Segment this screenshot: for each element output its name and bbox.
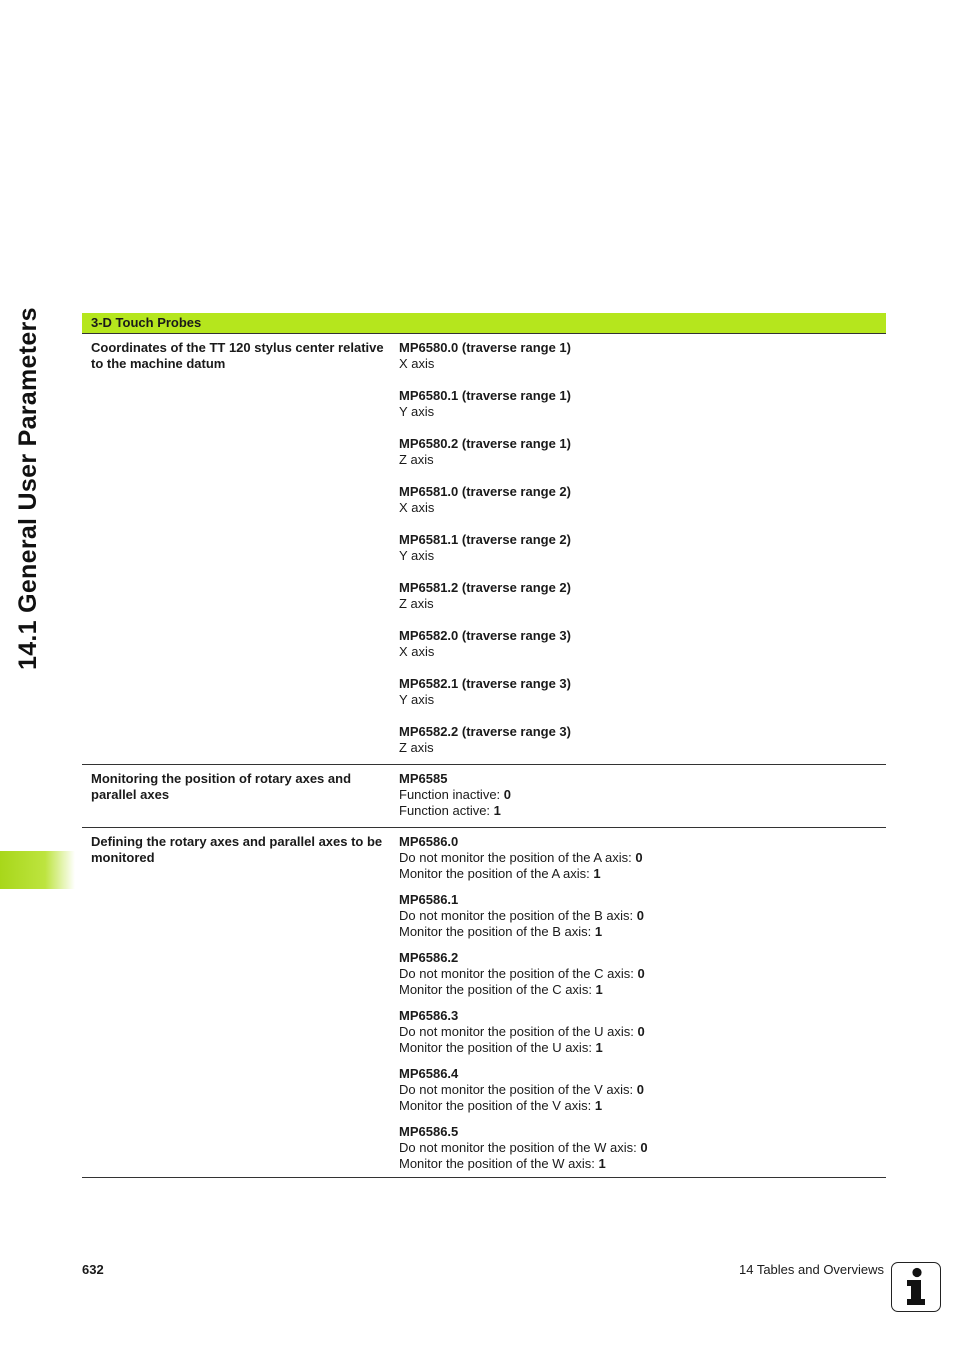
parameter-description: [399, 966, 886, 982]
info-icon: [891, 1262, 941, 1312]
table-row: [82, 828, 886, 1178]
description-text: Do not monitor the position of the U axis:: [399, 1024, 638, 1039]
description-text: Monitor the position of the A axis:: [399, 866, 594, 881]
description-text: Do not monitor the position of the B axis:: [399, 908, 637, 923]
parameter-block: [399, 950, 886, 998]
chapter-tab-marker: [0, 851, 75, 889]
description-text: Monitor the position of the W axis:: [399, 1156, 599, 1171]
description-text: Y axis: [399, 548, 435, 563]
parameter-block: [399, 532, 886, 564]
parameter-block: [399, 1008, 886, 1056]
description-text: Do not monitor the position of the C axis:: [399, 966, 638, 981]
table-row: [82, 765, 886, 828]
parameter-value: 0: [637, 966, 645, 981]
parameter-value: 0: [635, 850, 643, 865]
parameter-block: [399, 724, 886, 756]
parameter-description: [399, 692, 886, 708]
parameter-value: 1: [593, 866, 601, 881]
parameter-value: 1: [493, 803, 501, 818]
parameter-value: 1: [598, 1156, 606, 1171]
parameter-description: [399, 1156, 886, 1172]
parameter-name: MP6580.2 (traverse range 1): [399, 436, 571, 451]
parameter-name: MP6586.3: [399, 1008, 459, 1023]
parameter-table: [82, 313, 886, 1178]
footer-chapter: 14 Tables and Overviews: [738, 1262, 884, 1277]
description-text: Do not monitor the position of the V axis:: [399, 1082, 637, 1097]
parameter-name: MP6581.2 (traverse range 2): [399, 580, 571, 595]
row-parameters: [399, 765, 886, 827]
parameter-block: [399, 484, 886, 516]
parameter-description: [399, 356, 886, 372]
parameter-name: MP6581.0 (traverse range 2): [399, 484, 571, 499]
parameter-block: [399, 436, 886, 468]
page-number: 632: [82, 1262, 104, 1277]
parameter-block: [399, 1066, 886, 1114]
parameter-name: MP6581.1 (traverse range 2): [399, 532, 571, 547]
parameter-block: [399, 628, 886, 660]
description-text: Function inactive:: [399, 787, 504, 802]
description-text: Z axis: [399, 596, 434, 611]
parameter-name: MP6586.2: [399, 950, 459, 965]
description-text: Y axis: [399, 404, 435, 419]
parameter-description: [399, 924, 886, 940]
parameter-description: [399, 1140, 886, 1156]
parameter-value: 0: [503, 787, 512, 802]
parameter-value: 1: [594, 1098, 603, 1113]
description-text: Do not monitor the position of the A axis:: [399, 850, 636, 865]
parameter-description: [399, 548, 886, 564]
parameter-name: MP6580.0 (traverse range 1): [399, 340, 571, 355]
parameter-description: [399, 908, 886, 924]
table-header: 3-D Touch Probes: [82, 313, 886, 334]
parameter-description: [399, 1024, 886, 1040]
parameter-value: 0: [636, 908, 644, 923]
parameter-block: [399, 676, 886, 708]
parameter-description: [399, 866, 886, 882]
parameter-name: MP6586.0: [399, 834, 459, 849]
parameter-block: [399, 892, 886, 940]
parameter-name: MP6582.1 (traverse range 3): [399, 676, 571, 691]
parameter-block: [399, 771, 886, 819]
parameter-value: 0: [637, 1024, 645, 1039]
chapter-title-vertical: 14.1 General User Parameters: [14, 307, 42, 670]
description-text: X axis: [399, 500, 435, 515]
parameter-description: [399, 850, 886, 866]
parameter-description: [399, 644, 886, 660]
row-label: Coordinates of the TT 120 stylus center relative to the machine datum: [91, 340, 384, 371]
description-text: Monitor the position of the C axis:: [399, 982, 596, 997]
parameter-value: 1: [594, 924, 603, 939]
table-row: [82, 334, 886, 765]
description-text: Function active:: [399, 803, 494, 818]
description-text: Z axis: [399, 452, 434, 467]
parameter-description: [399, 596, 886, 612]
description-text: Monitor the position of the U axis:: [399, 1040, 596, 1055]
parameter-description: [399, 452, 886, 468]
parameter-description: [399, 1098, 886, 1114]
parameter-name: MP6586.1: [399, 892, 459, 907]
parameter-value: 0: [636, 1082, 644, 1097]
parameter-description: [399, 740, 886, 756]
parameter-value: 0: [640, 1140, 648, 1155]
parameter-description: [399, 500, 886, 516]
parameter-name: MP6586.4: [399, 1066, 459, 1081]
parameter-block: [399, 340, 886, 372]
parameter-value: 1: [595, 982, 603, 997]
parameter-block: [399, 388, 886, 420]
parameter-name: MP6582.0 (traverse range 3): [399, 628, 571, 643]
parameter-description: [399, 803, 886, 819]
parameter-value: 1: [595, 1040, 603, 1055]
parameter-block: [399, 1124, 886, 1172]
parameter-description: [399, 404, 886, 420]
parameter-name: MP6582.2 (traverse range 3): [399, 724, 571, 739]
parameter-block: [399, 834, 886, 882]
description-text: Monitor the position of the V axis:: [399, 1098, 595, 1113]
parameter-description: [399, 1040, 886, 1056]
description-text: X axis: [399, 644, 435, 659]
parameter-description: [399, 787, 886, 803]
parameter-description: [399, 1082, 886, 1098]
parameter-name: MP6586.5: [399, 1124, 459, 1139]
description-text: Do not monitor the position of the W axis:: [399, 1140, 641, 1155]
row-parameters: [399, 334, 886, 764]
description-text: Z axis: [399, 740, 434, 755]
description-text: Monitor the position of the B axis:: [399, 924, 595, 939]
row-label: Defining the rotary axes and parallel axes to be monitored: [91, 834, 383, 865]
parameter-name: MP6585: [399, 771, 448, 786]
parameter-name: MP6580.1 (traverse range 1): [399, 388, 571, 403]
description-text: Y axis: [399, 692, 435, 707]
row-parameters: [399, 828, 886, 1177]
row-label: Monitoring the position of rotary axes and parallel axes: [91, 771, 352, 802]
parameter-description: [399, 982, 886, 998]
parameter-block: [399, 580, 886, 612]
description-text: X axis: [399, 356, 435, 371]
table-body: [82, 334, 886, 1178]
